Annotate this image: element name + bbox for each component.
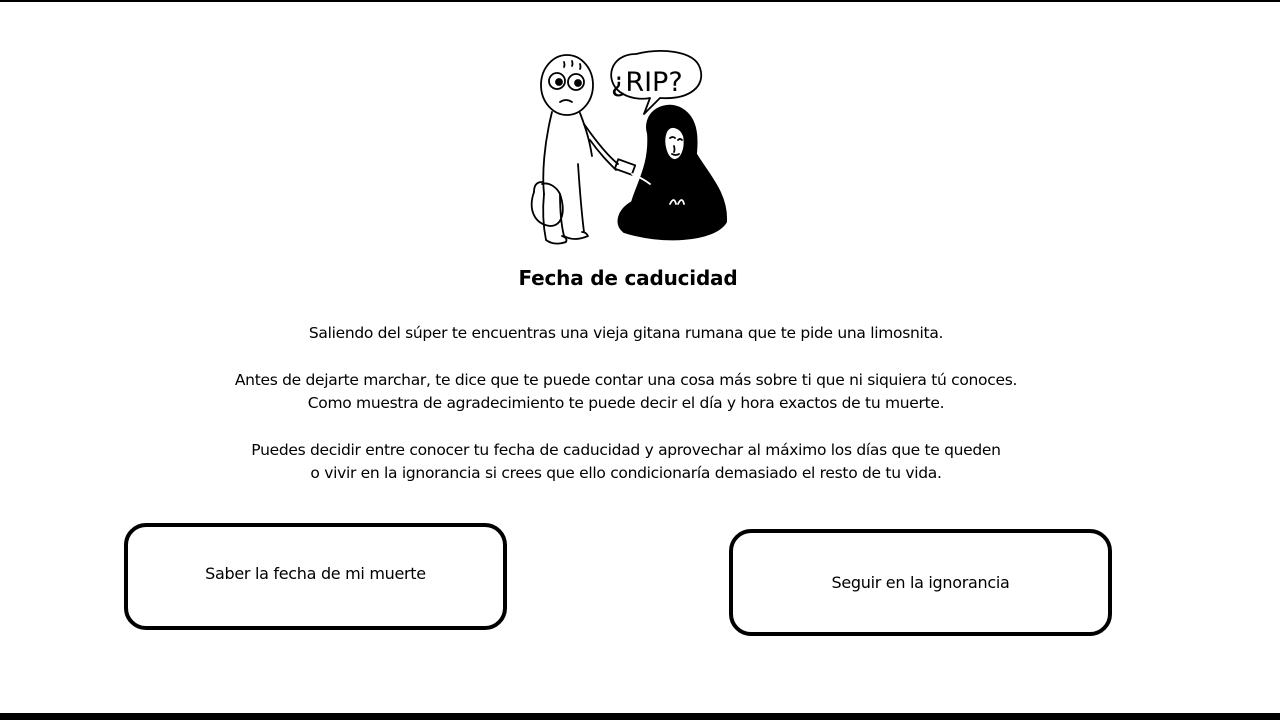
event-description-paragraph-1 bbox=[0, 322, 1252, 345]
paragraph-line: Antes de dejarte marchar, te dice que te puede contar una cosa más sobre ti que ni siquiera tú conoces. bbox=[234, 371, 1018, 389]
event-description-paragraph-3 bbox=[0, 439, 1252, 485]
paragraph-line: Como muestra de agradecimiento te puede decir el día y hora exactos de tu muerte. bbox=[307, 394, 945, 412]
know-death-date-button[interactable] bbox=[124, 523, 507, 630]
know-death-date-button-label: Saber la fecha de mi muerte bbox=[205, 564, 426, 583]
stay-ignorant-button-label: Seguir en la ignorancia bbox=[831, 573, 1010, 592]
top-border bbox=[0, 0, 1280, 2]
event-title: Fecha de caducidad bbox=[518, 266, 738, 290]
paragraph-line: Saliendo del súper te encuentras una vieja gitana rumana que te pide una limosnita. bbox=[308, 324, 944, 342]
speech-bubble-text: ¿RIP? bbox=[611, 67, 683, 98]
paragraph-line: o vivir en la ignorancia si crees que ello condicionaría demasiado el resto de tu vida. bbox=[310, 464, 942, 482]
stay-ignorant-button[interactable] bbox=[729, 529, 1112, 636]
bottom-border bbox=[0, 713, 1280, 720]
comic-beggar-illustration-icon bbox=[520, 44, 740, 254]
paragraph-line: Puedes decidir entre conocer tu fecha de caducidad y aprovechar al máximo los días que te queden bbox=[251, 441, 1001, 459]
event-description-paragraph-2 bbox=[0, 369, 1252, 415]
